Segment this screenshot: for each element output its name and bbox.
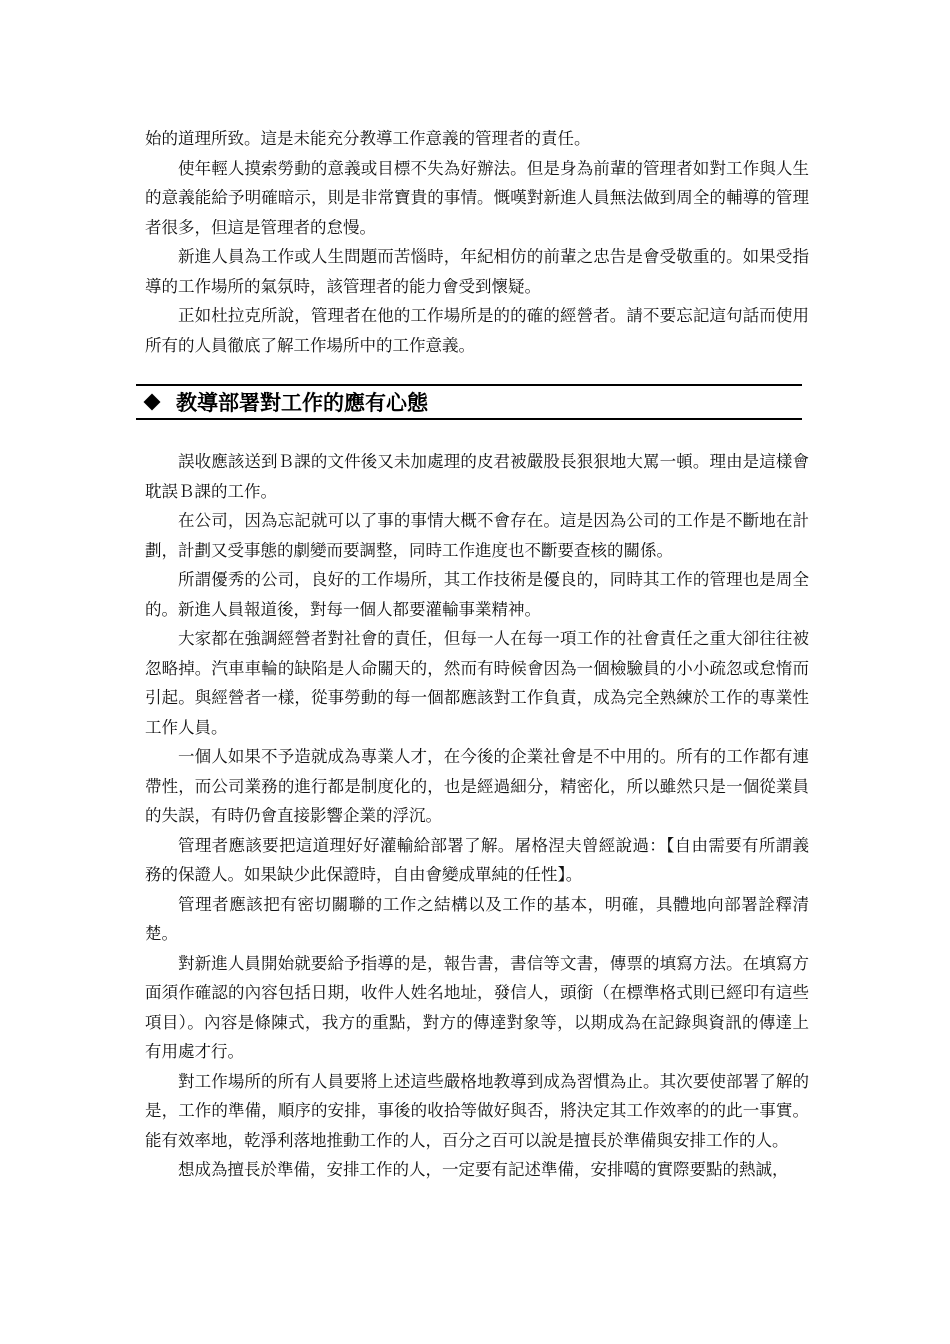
paragraph: 一個人如果不予造就成為專業人才，在今後的企業社會是不中用的。所有的工作都有連帶性，而公司業務的進行都是制度化的，也是經過細分，精密化，所以雖然只是一個從業員的失誤，有時仍會直接影響企業的浮沉。 <box>145 747 809 825</box>
section-heading-text: 教導部署對工作的應有心態 <box>176 391 428 415</box>
intro-text-block <box>145 124 809 360</box>
paragraph: 對新進人員開始就要給予指導的是，報告書，書信等文書，傳票的填寫方法。在填寫方面須作確認的內容包括日期，收件人姓名地址，發信人，頭銜（在標準格式則已經印有這些項目）。內容是條陳式，我方的重點，對方的傳達對象等，以期成為在記錄與資訊的傳達上有用處才行。 <box>145 953 809 1061</box>
paragraph: 對工作場所的所有人員要將上述這些嚴格地教導到成為習慣為止。其次要使部署了解的是，工作的準備，順序的安排，事後的收拾等做好與否，將決定其工作效率的的此一事實。能有效率地，乾淨利落地推動工作的人，百分之百可以說是擅長於準備與安排工作的人。 <box>145 1071 809 1150</box>
paragraph: 誤收應該送到Ｂ課的文件後又未加處理的皮君被嚴股長狠狠地大罵一頓。理由是這樣會耽誤Ｂ課的工作。 <box>145 452 809 501</box>
paragraph: 管理者應該把有密切關聯的工作之結構以及工作的基本，明確，具體地向部署詮釋清楚。 <box>145 894 809 943</box>
paragraph: 正如杜拉克所說，管理者在他的工作場所是的的確的經營者。請不要忘記這句話而使用所有的人員徹底了解工作場所中的工作意義。 <box>145 306 809 355</box>
paragraph: 在公司，因為忘記就可以了事的事情大概不會存在。這是因為公司的工作是不斷地在計劃，計劃又受事態的劇變而要調整，同時工作進度也不斷要查核的關係。 <box>145 511 809 560</box>
paragraph: 管理者應該要把這道理好好灌輸給部署了解。屠格涅夫曾經說過：【自由需要有所謂義務的保證人。如果缺少此保證時，自由會變成單純的任性】。 <box>145 835 809 884</box>
paragraph: 新進人員為工作或人生問題而苦惱時，年紀相仿的前輩之忠告是會受敬重的。如果受指導的工作場所的氣氛時，該管理者的能力會受到懷疑。 <box>145 247 809 296</box>
diamond-bullet-icon <box>144 394 161 411</box>
section-heading <box>136 384 802 420</box>
paragraph: 大家都在強調經營者對社會的責任，但每一人在每一項工作的社會責任之重大卻往往被忽略掉。汽車車輪的缺陷是人命關天的，然而有時候會因為一個檢驗員的小小疏忽或怠惰而引起。與經營者一樣，從事勞動的每一個都應該對工作負責，成為完全熟練於工作的專業性工作人員。 <box>145 629 809 737</box>
paragraph: 始的道理所致。這是未能充分教導工作意義的管理者的責任。 <box>145 129 591 148</box>
paragraph: 所謂優秀的公司，良好的工作場所，其工作技術是優良的，同時其工作的管理也是周全的。新進人員報道後，對每一個人都要灌輸事業精神。 <box>145 570 809 619</box>
paragraph: 使年輕人摸索勞動的意義或目標不失為好辦法。但是身為前輩的管理者如對工作與人生的意義能給予明確暗示，則是非常寶貴的事情。慨嘆對新進人員無法做到周全的輔導的管理者很多，但這是管理者的怠慢。 <box>145 158 809 237</box>
paragraph: 想成為擅長於準備，安排工作的人，一定要有記述準備，安排噶的實際要點的熱誠， <box>178 1160 789 1179</box>
body-text-block <box>145 447 809 1185</box>
